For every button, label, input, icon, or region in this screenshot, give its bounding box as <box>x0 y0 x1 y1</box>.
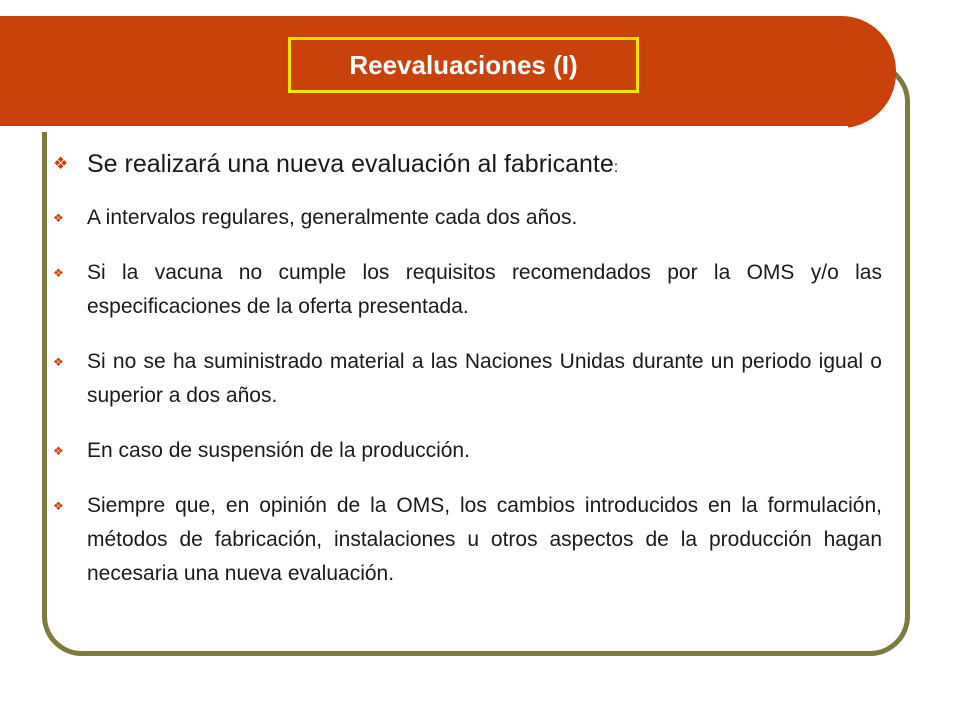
list-item-text: En caso de suspensión de la producción. <box>87 439 470 462</box>
heading-colon: : <box>613 159 619 176</box>
diamond-bullet-icon: ❖ <box>53 499 64 513</box>
diamond-bullet-icon: ❖ <box>53 154 69 173</box>
diamond-bullet-icon: ❖ <box>53 211 64 225</box>
slide-title: Reevaluaciones (I) <box>288 37 639 93</box>
list-item <box>48 434 882 468</box>
list-item <box>48 256 882 324</box>
diamond-bullet-icon: ❖ <box>53 355 64 369</box>
bullet-list <box>48 146 882 612</box>
list-item-text: Si no se ha suministrado material a las Naciones Unidas durante un periodo igual o superior a dos años. <box>87 350 882 407</box>
list-item <box>48 489 882 591</box>
heading-text: Se realizará una nueva evaluación al fabricante <box>87 150 614 178</box>
list-item-text: Si la vacuna no cumple los requisitos recomendados por la OMS y/o las especificaciones de la oferta presentada. <box>87 261 882 318</box>
banner-underline <box>0 126 848 132</box>
diamond-bullet-icon: ❖ <box>53 266 64 280</box>
list-item-text: Siempre que, en opinión de la OMS, los cambios introducidos en la formulación, métodos de fabricación, instalaciones u otros aspectos de la producción hagan necesaria una nueva evaluación. <box>87 494 882 585</box>
list-item-text: A intervalos regulares, generalmente cada dos años. <box>87 206 578 229</box>
list-item <box>48 201 882 235</box>
heading-bullet <box>48 146 882 186</box>
list-item <box>48 345 882 413</box>
diamond-bullet-icon: ❖ <box>53 444 64 458</box>
